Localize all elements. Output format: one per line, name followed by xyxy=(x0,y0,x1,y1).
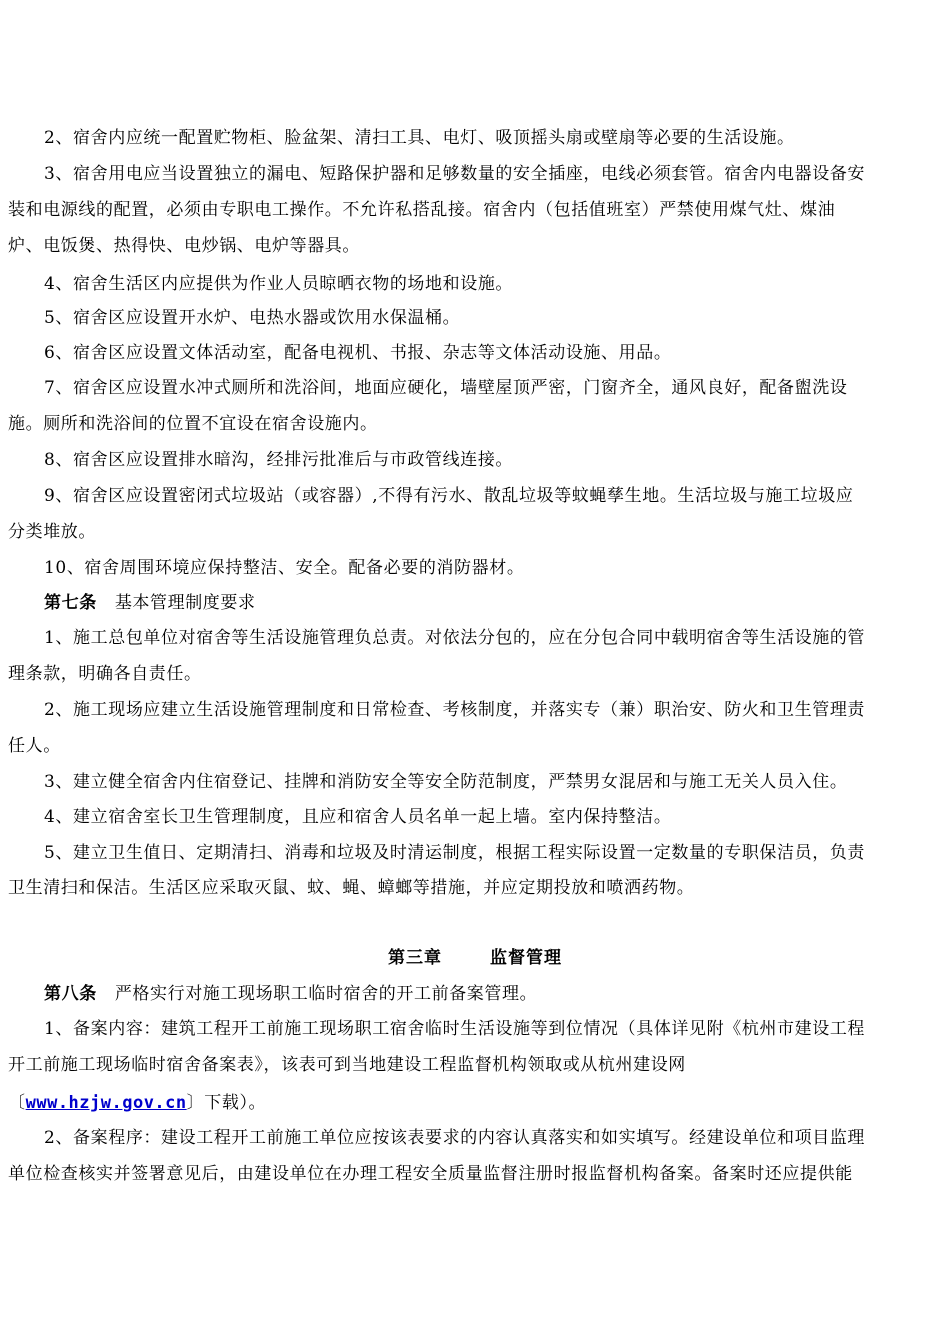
item-7-line-1: 7、宿舍区应设置水冲式厕所和洗浴间，地面应硬化，墙壁屋顶严密，门窗齐全，通风良好，配备盥洗设 xyxy=(44,378,848,398)
download-text: 〕下载）。 xyxy=(186,1093,267,1113)
article-7-p1-line-1: 1、施工总包单位对宿舍等生活设施管理负总责。对依法分包的，应在分包合同中载明宿舍等生活设施的管 xyxy=(44,628,866,648)
article-7-p5-line-2: 卫生清扫和保洁。生活区应采取灭鼠、蚊、蝇、蟑螂等措施，并应定期投放和喷洒药物。 xyxy=(8,878,695,898)
item-7-line-2: 施。厕所和洗浴间的位置不宜设在宿舍设施内。 xyxy=(8,414,378,434)
article-8-p1-line-3 xyxy=(8,1092,266,1114)
article-8-p2-line-1: 2、备案程序：建设工程开工前施工单位应按该表要求的内容认真落实和如实填写。经建设单位和项目监理 xyxy=(44,1128,866,1148)
article-7-p5-line-1: 5、建立卫生值日、定期清扫、消毒和垃圾及时清运制度，根据工程实际设置一定数量的专职保洁员，负责 xyxy=(44,843,866,863)
item-8: 8、宿舍区应设置排水暗沟，经排污批准后与市政管线连接。 xyxy=(44,450,514,470)
article-8-heading xyxy=(44,983,537,1005)
item-9-line-1: 9、宿舍区应设置密闭式垃圾站（或容器）,不得有污水、散乱垃圾等蚊蝇孳生地。生活垃圾与施工垃圾应 xyxy=(44,486,854,506)
article-7-number: 第七条 xyxy=(44,593,97,613)
chapter-title: 监督管理 xyxy=(490,948,562,968)
article-8-p2-line-2: 单位检查核实并签署意见后，由建设单位在办理工程安全质量监督注册时报监督机构备案。备案时还应提供能 xyxy=(8,1164,853,1184)
chapter-heading xyxy=(0,947,950,969)
article-7-title: 基本管理制度要求 xyxy=(114,593,256,613)
item-5: 5、宿舍区应设置开水炉、电热水器或饮用水保温桶。 xyxy=(44,308,461,328)
article-7-p2-line-2: 任人。 xyxy=(8,736,61,756)
article-7-p4: 4、建立宿舍室长卫生管理制度，且应和宿舍人员名单一起上墙。室内保持整洁。 xyxy=(44,807,672,827)
article-7-p3: 3、建立健全宿舍内住宿登记、挂牌和消防安全等安全防范制度，严禁男女混居和与施工无关人员入住。 xyxy=(44,772,848,792)
article-8-title: 严格实行对施工现场职工临时宿舍的开工前备案管理。 xyxy=(114,984,538,1004)
bracket-open: 〔 xyxy=(8,1093,26,1113)
article-8-number: 第八条 xyxy=(44,984,97,1004)
article-8-p1-line-1: 1、备案内容：建筑工程开工前施工现场职工宿舍临时生活设施等到位情况（具体详见附《杭州市建设工程 xyxy=(44,1019,866,1039)
hzjw-website-link[interactable]: www.hzjw.gov.cn xyxy=(25,1093,187,1113)
item-3-line-2: 装和电源线的配置，必须由专职电工操作。不允许私搭乱接。宿舍内（包括值班室）严禁使用煤气灶、煤油 xyxy=(8,200,836,220)
item-4: 4、宿舍生活区内应提供为作业人员晾晒衣物的场地和设施。 xyxy=(44,274,514,294)
item-10: 10、宿舍周围环境应保持整洁、安全。配备必要的消防器材。 xyxy=(44,558,525,578)
item-9-line-2: 分类堆放。 xyxy=(8,522,96,542)
article-7-p1-line-2: 理条款，明确各自责任。 xyxy=(8,664,202,684)
item-3-line-1: 3、宿舍用电应当设置独立的漏电、短路保护器和足够数量的安全插座，电线必须套管。宿舍内电器设备安 xyxy=(44,164,866,184)
item-3-line-3: 炉、电饭煲、热得快、电炒锅、电炉等器具。 xyxy=(8,236,360,256)
chapter-number: 第三章 xyxy=(388,948,442,968)
item-6: 6、宿舍区应设置文体活动室，配备电视机、书报、杂志等文体活动设施、用品。 xyxy=(44,343,672,363)
article-8-p1-line-2: 开工前施工现场临时宿舍备案表》，该表可到当地建设工程监督机构领取或从杭州建设网 xyxy=(8,1055,686,1075)
article-7-p2-line-1: 2、施工现场应建立生活设施管理制度和日常检查、考核制度，并落实专（兼）职治安、防火和卫生管理责 xyxy=(44,700,866,720)
item-2: 2、宿舍内应统一配置贮物柜、脸盆架、清扫工具、电灯、吸顶摇头扇或壁扇等必要的生活设施。 xyxy=(44,128,795,148)
article-7-heading xyxy=(44,592,256,614)
